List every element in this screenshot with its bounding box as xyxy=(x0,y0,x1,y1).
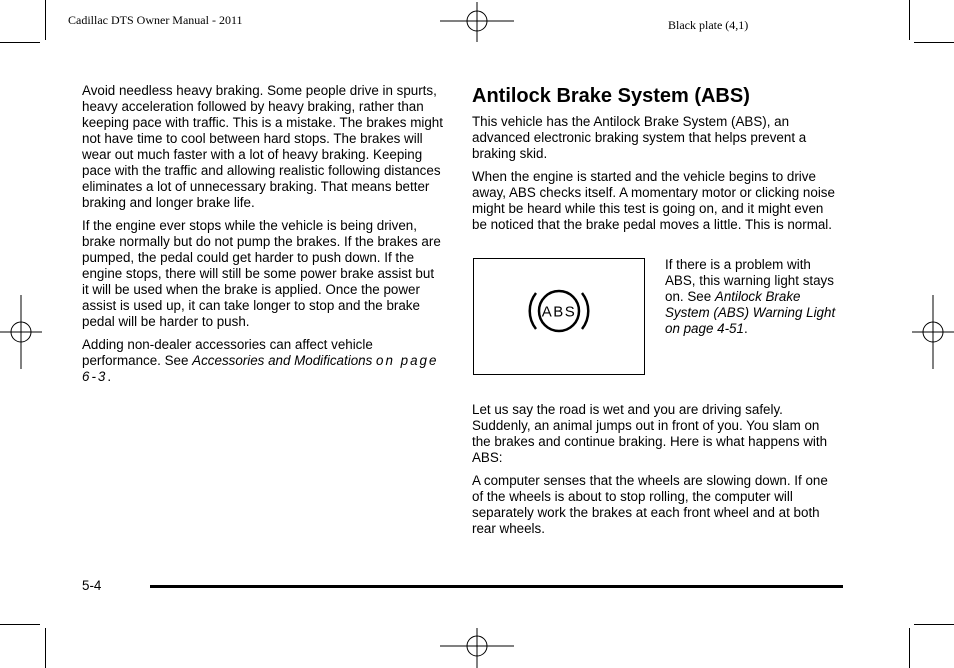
footer-rule xyxy=(150,585,843,588)
accessories-page-ref[interactable]: on page 6-3 xyxy=(82,353,439,384)
registration-mark-bottom xyxy=(440,628,514,668)
registration-mark-top xyxy=(440,2,514,42)
abs-figure-caption xyxy=(665,257,840,337)
paragraph-computer-senses: A computer senses that the wheels are slowing down. If one of the wheels is about to stop rolling, the computer will separately work the brakes at each front wheel and at both rear wheels. xyxy=(472,473,828,536)
page-number: 5-4 xyxy=(82,578,102,593)
caption-text: If there is a problem with ABS, this warning light stays on. See xyxy=(665,257,834,304)
abs-warning-light-icon xyxy=(474,259,644,374)
abs-warning-figure xyxy=(473,258,645,375)
plate-label: Black plate (4,1) xyxy=(668,18,749,32)
abs-icon-label: ABS xyxy=(541,303,577,321)
paragraph-engine-stop: If the engine ever stops while the vehicle is being driven, brake normally but do not pump the brakes. If the brakes are pumped, the pedal could get harder to push down. If the engine stops, there will still be some power brake assist but it will be used when the brake is applied. Once the power assist is used up, it can take longer to stop and the brake pedal will be harder to push. xyxy=(82,218,441,329)
left-column xyxy=(82,83,444,392)
accessories-end: . xyxy=(107,369,112,384)
accessories-text: Adding non-dealer accessories can affect vehicle performance. See xyxy=(82,337,373,368)
registration-mark-left xyxy=(0,295,42,369)
paragraph-abs-selfcheck: When the engine is started and the vehicle begins to drive away, ABS checks itself. A momentary motor or clicking noise might be heard while this test is going on, and it might even be noticed that the brake pedal moves a little. This is normal. xyxy=(472,169,835,232)
paragraph-abs-intro: This vehicle has the Antilock Brake System (ABS), an advanced electronic braking system that helps prevent a braking skid. xyxy=(472,114,807,161)
paragraph-wet-road: Let us say the road is wet and you are driving safely. Suddenly, an animal jumps out in front of you. You slam on the brakes and continue braking. Here is what happens with ABS: xyxy=(472,402,828,465)
right-column xyxy=(472,84,840,240)
section-title: Antilock Brake System (ABS) xyxy=(472,85,750,107)
paragraph-accessories xyxy=(82,337,444,385)
abs-warning-light-link[interactable]: Antilock Brake System (ABS) Warning Light on page 4-51 xyxy=(665,289,836,336)
caption-end: . xyxy=(743,321,748,336)
paragraph-braking-habits: Avoid needless heavy braking. Some people drive in spurts, heavy acceleration followed by heavy braking, rather than keeping pace with traffic. This is a mistake. The brakes might not have time to cool between hard stops. The brakes will wear out much faster with a lot of heavy braking. Keeping pace with the traffic and allowing realistic following distances eliminates a lot of unnecessary braking. That means better braking and longer brake life. xyxy=(82,83,443,210)
document-title: Cadillac DTS Owner Manual - 2011 xyxy=(68,13,243,27)
accessories-link[interactable]: Accessories and Modifications xyxy=(192,353,373,368)
registration-mark-right xyxy=(912,295,954,369)
right-column-lower xyxy=(472,402,840,544)
